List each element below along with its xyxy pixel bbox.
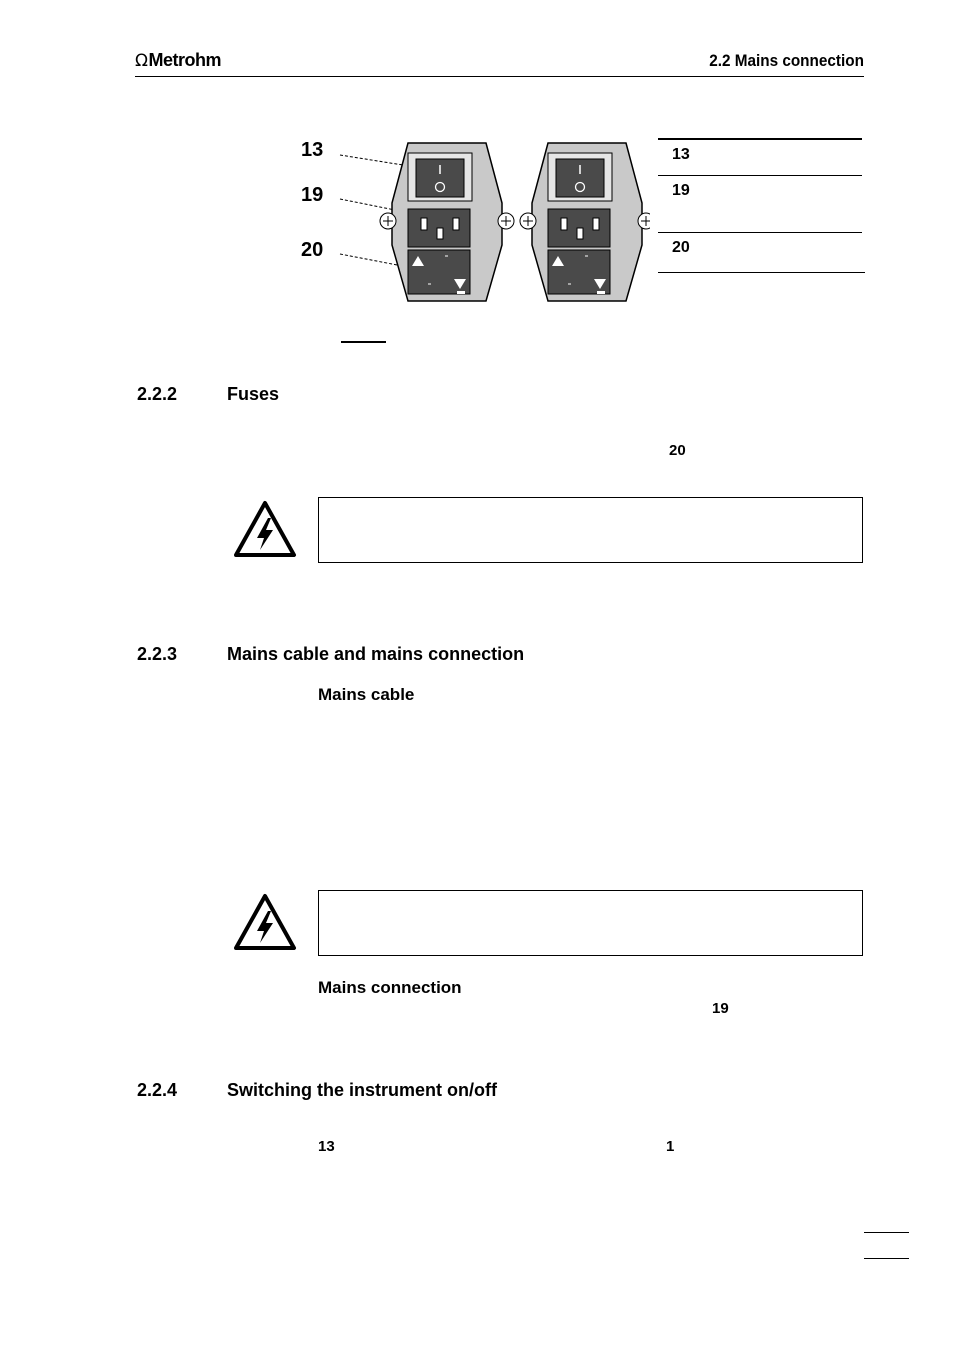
footer-rule xyxy=(864,1258,909,1259)
callout-20: 20 xyxy=(301,239,324,261)
callout-19: 19 xyxy=(301,184,324,206)
high-voltage-warning-icon xyxy=(233,893,297,951)
inlet-module-1 xyxy=(380,143,514,301)
section-number: 2.2.2 xyxy=(137,384,178,404)
inline-ref-20: 20 xyxy=(669,442,686,459)
warning-box xyxy=(318,890,863,956)
subhead-mains-connection: Mains connection xyxy=(318,978,462,997)
omega-icon: Ω xyxy=(135,50,148,71)
legend-rule xyxy=(658,232,862,233)
inline-ref-19: 19 xyxy=(712,1000,729,1017)
callout-13: 13 xyxy=(301,139,324,161)
inline-ref-13: 13 xyxy=(318,1138,335,1155)
legend-num-19: 19 xyxy=(672,182,690,199)
section-title-switching: Switching the instrument on/off xyxy=(227,1080,497,1100)
section-title-fuses: Fuses xyxy=(227,384,280,404)
section-number: 2.2.3 xyxy=(137,644,178,664)
footer-rule xyxy=(864,1232,909,1233)
metrohm-logo xyxy=(135,50,221,71)
legend-rule xyxy=(658,175,862,176)
running-header-title: 2.2 Mains connection xyxy=(709,51,864,70)
logo-text: Metrohm xyxy=(148,50,221,70)
warning-box xyxy=(318,497,863,563)
legend-num-20: 20 xyxy=(672,239,690,256)
mains-inlet-figure xyxy=(330,135,650,310)
legend-rule-bottom xyxy=(658,272,865,273)
inlet-module-2 xyxy=(520,143,650,301)
figure-caption-underline xyxy=(341,341,386,343)
legend-rule-top xyxy=(658,138,862,140)
high-voltage-warning-icon xyxy=(233,500,297,558)
header-rule xyxy=(135,76,864,77)
subhead-mains-cable: Mains cable xyxy=(318,685,415,704)
inline-ref-1: 1 xyxy=(666,1138,675,1155)
section-number: 2.2.4 xyxy=(137,1080,178,1100)
section-title-mains-cable: Mains cable and mains connection xyxy=(227,644,525,664)
legend-num-13: 13 xyxy=(672,146,690,163)
